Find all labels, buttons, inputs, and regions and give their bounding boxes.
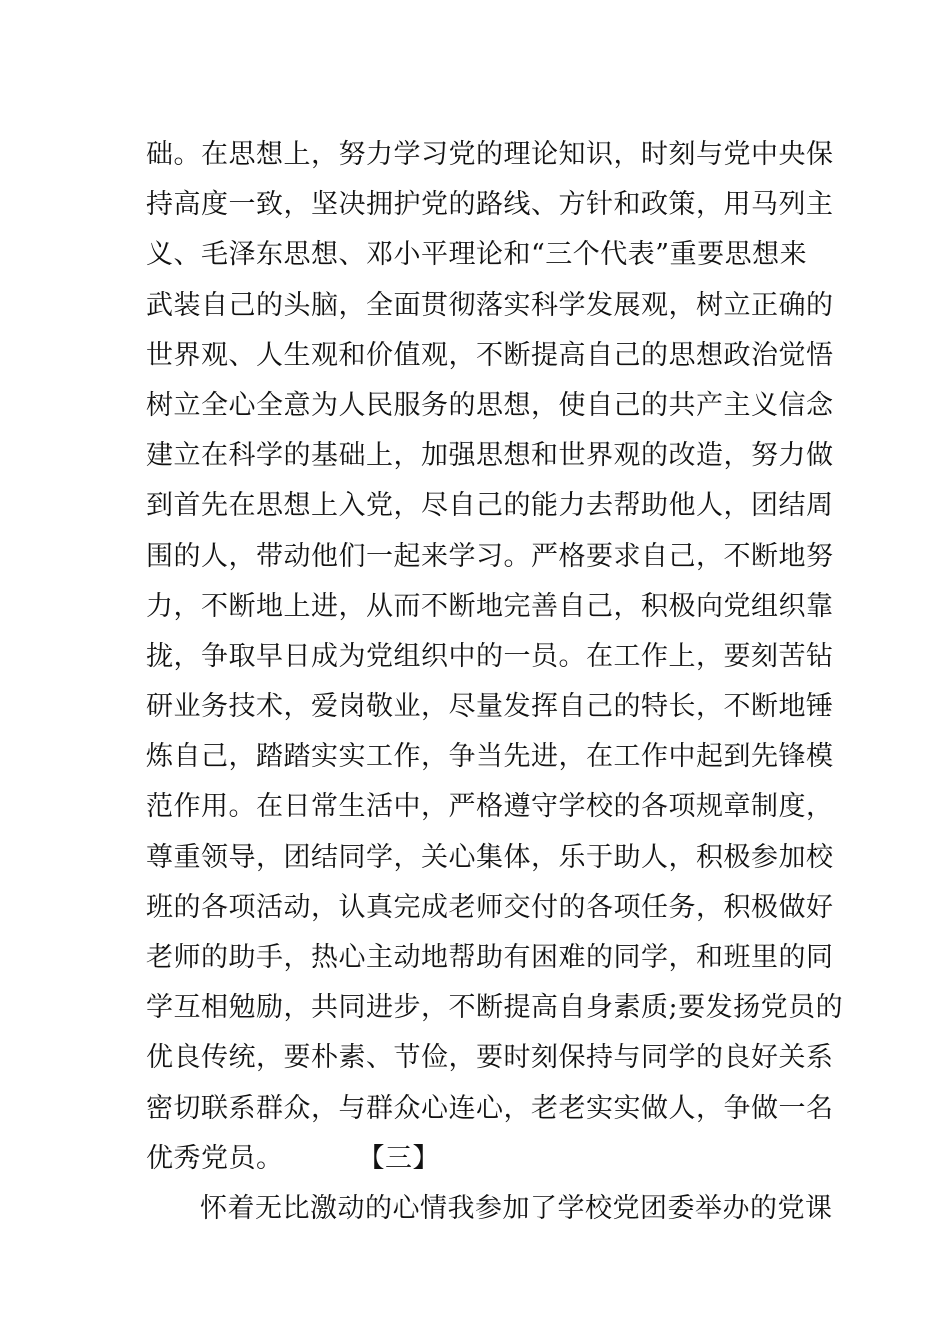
text-line: 密切联系群众，与群众心连心，老老实实做人，争做一名	[146, 1092, 834, 1124]
text-line: 树立全心全意为人民服务的思想，使自己的共产主义信念	[146, 389, 834, 421]
text-line: 范作用。在日常生活中，严格遵守学校的各项规章制度，	[146, 791, 834, 823]
document-body	[146, 130, 844, 1234]
text-line: 持高度一致，坚决拥护党的路线、方针和政策，用马列主	[146, 189, 834, 221]
text-line: 学互相勉励，共同进步，不断提高自身素质;要发扬党员的	[146, 992, 844, 1024]
text-line: 炼自己，踏踏实实工作，争当先进，在工作中起到先锋模	[146, 741, 834, 773]
text-line: 世界观、人生观和价值观，不断提高自己的思想政治觉悟	[146, 339, 834, 371]
text-line: 班的各项活动，认真完成老师交付的各项任务，积极做好	[146, 891, 834, 923]
text-line: 优良传统，要朴素、节俭，要时刻保持与同学的良好关系	[146, 1042, 834, 1074]
text-line: 力，不断地上进，从而不断地完善自己，积极向党组织靠	[146, 590, 834, 622]
text-line: 建立在科学的基础上，加强思想和世界观的改造，努力做	[146, 440, 834, 472]
text-line: 拢，争取早日成为党组织中的一员。在工作上，要刻苦钻	[146, 640, 834, 672]
text-line: 到首先在思想上入党，尽自己的能力去帮助他人，团结周	[146, 490, 834, 522]
text-line: 武装自己的头脑，全面贯彻落实科学发展观，树立正确的	[146, 289, 834, 321]
text-line: 础。在思想上，努力学习党的理论知识，时刻与党中央保	[146, 139, 834, 170]
text-line: 尊重领导，团结同学，关心集体，乐于助人，积极参加校	[146, 841, 834, 873]
text-line: 义、毛泽东思想、邓小平理论和“三个代表”重要思想来	[146, 239, 808, 271]
closing-line	[146, 1134, 816, 1184]
text-line: 围的人，带动他们一起来学习。严格要求自己，不断地努	[146, 540, 834, 572]
paragraph-start: 怀着无比激动的心情我参加了学校党团委举办的党课	[200, 1192, 833, 1224]
text-line: 老师的助手，热心主动地帮助有困难的同学，和班里的同	[146, 942, 834, 973]
closing-text: 优秀党员。	[146, 1142, 284, 1174]
section-marker: 【三】	[357, 1142, 440, 1174]
text-line: 研业务技术，爱岗敬业，尽量发挥自己的特长，不断地锤	[146, 691, 834, 723]
